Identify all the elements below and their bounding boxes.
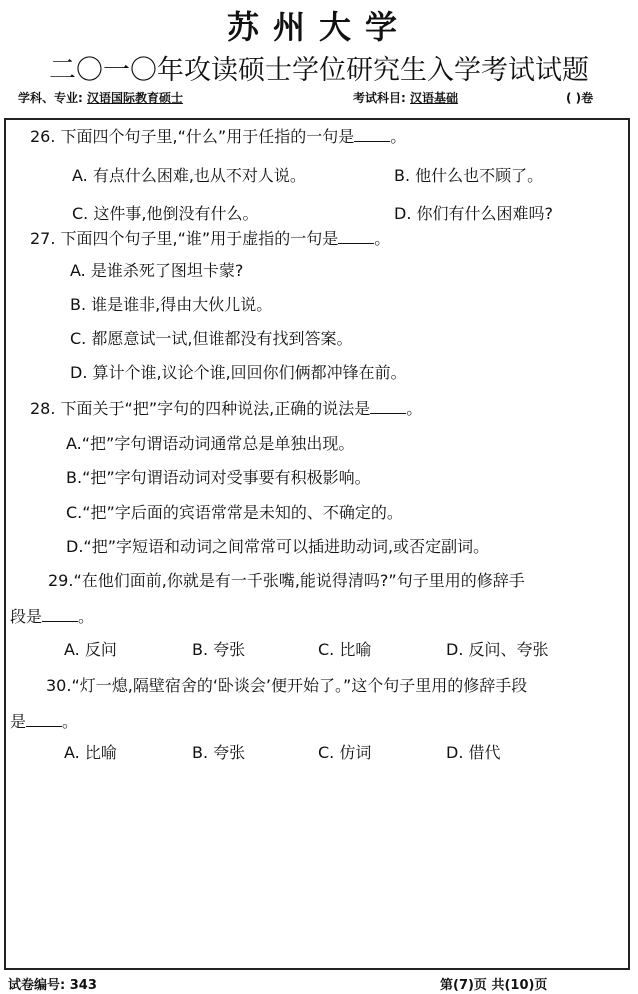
- option-text: 比喻: [339, 640, 372, 659]
- option-27-b: [70, 292, 272, 315]
- option-28-c: [66, 500, 403, 523]
- option-label: D.: [70, 363, 88, 382]
- period: 。: [406, 399, 423, 418]
- answer-blank: [354, 125, 390, 142]
- question-number: 27.: [30, 229, 56, 248]
- option-label: B.: [70, 295, 87, 314]
- option-26-a: [72, 163, 306, 186]
- option-text: “把”字后面的宾语常常是未知的、不确定的。: [82, 503, 403, 522]
- option-label: A.: [64, 743, 80, 762]
- page-info: 第(7)页 共(10)页: [440, 978, 548, 993]
- option-label: B.: [192, 743, 209, 762]
- option-label: D.: [394, 204, 412, 223]
- option-text: 比喻: [84, 743, 117, 762]
- option-text: 夸张: [213, 743, 246, 762]
- period: 。: [390, 127, 407, 146]
- subject-value: 汉语基础: [410, 91, 459, 105]
- option-30-b: [192, 740, 245, 763]
- option-label: A.: [72, 166, 88, 185]
- option-30-a: [64, 740, 117, 763]
- question-28: [30, 396, 422, 419]
- question-30-cont: [10, 709, 78, 732]
- option-text: “把”字短语和动词之间常常可以插进助动词,或否定副词。: [83, 537, 490, 556]
- period: 。: [374, 229, 391, 248]
- question-29: [48, 568, 525, 591]
- paper-label: ( )卷: [566, 91, 594, 105]
- option-label: A.: [66, 434, 82, 453]
- option-label: C.: [72, 204, 89, 223]
- option-text: 夸张: [213, 640, 246, 659]
- option-text: “把”字句谓语动词通常总是单独出现。: [81, 434, 355, 453]
- option-text: 是谁杀死了图坦卡蒙?: [90, 261, 244, 280]
- option-text: 反问、夸张: [468, 640, 549, 659]
- option-label: D.: [66, 537, 84, 556]
- question-stem: 下面四个句子里,“什么”用于任指的一句是: [60, 127, 355, 146]
- answer-blank: [42, 605, 78, 622]
- major-field: [18, 89, 183, 106]
- question-30: [46, 673, 527, 696]
- question-stem: “灯一熄,隔壁宿舍的‘卧谈会’便开始了。”这个句子里用的修辞手段: [71, 676, 528, 695]
- option-label: A.: [64, 640, 80, 659]
- question-stem: 段是: [10, 607, 43, 626]
- question-27: [30, 226, 390, 249]
- option-label: B.: [192, 640, 209, 659]
- question-number: 29.: [48, 571, 74, 590]
- option-text: 反问: [84, 640, 117, 659]
- option-27-c: [70, 326, 352, 349]
- option-text: 仿词: [339, 743, 372, 762]
- university-name: 苏州大学: [226, 8, 411, 46]
- option-label: C.: [318, 640, 335, 659]
- option-text: 你们有什么困难吗?: [416, 204, 553, 223]
- period: 。: [78, 607, 95, 626]
- option-29-a: [64, 637, 117, 660]
- option-text: 都愿意试一试,但谁都没有找到答案。: [91, 329, 353, 348]
- option-text: 借代: [468, 743, 501, 762]
- question-26: [30, 124, 406, 147]
- answer-blank: [26, 710, 62, 727]
- option-label: D.: [446, 743, 464, 762]
- option-30-c: [318, 740, 371, 763]
- question-number: 30.: [46, 676, 72, 695]
- subject-field: [353, 89, 458, 106]
- option-label: D.: [446, 640, 464, 659]
- period: 。: [62, 712, 79, 731]
- option-label: C.: [66, 503, 83, 522]
- answer-blank: [338, 227, 374, 244]
- question-29-cont: [10, 604, 94, 627]
- answer-blank: [370, 397, 406, 414]
- option-26-c: [72, 201, 258, 224]
- option-text: “把”字句谓语动词对受事要有积极影响。: [82, 468, 371, 487]
- option-30-d: [446, 740, 501, 763]
- major-label: 学科、专业:: [18, 91, 83, 105]
- option-28-a: [66, 431, 354, 454]
- question-stem: “在他们面前,你就是有一千张嘴,能说得清吗?”句子里用的修辞手: [73, 571, 525, 590]
- option-28-d: [66, 534, 489, 557]
- option-text: 有点什么困难,也从不对人说。: [92, 166, 306, 185]
- option-text: 算计个谁,议论个谁,回回你们俩都冲锋在前。: [92, 363, 407, 382]
- option-28-b: [66, 465, 371, 488]
- question-stem: 下面四个句子里,“谁”用于虚指的一句是: [60, 229, 339, 248]
- option-label: C.: [318, 743, 335, 762]
- option-label: C.: [70, 329, 87, 348]
- option-text: 这件事,他倒没有什么。: [93, 204, 259, 223]
- option-text: 谁是谁非,得由大伙儿说。: [91, 295, 273, 314]
- question-stem: 下面关于“把”字句的四种说法,正确的说法是: [60, 399, 371, 418]
- option-label: B.: [394, 166, 411, 185]
- option-29-d: [446, 637, 549, 660]
- question-number: 26.: [30, 127, 56, 146]
- subject-label: 考试科目:: [353, 91, 406, 105]
- option-26-d: [394, 201, 553, 224]
- question-stem: 是: [10, 712, 27, 731]
- option-label: A.: [70, 261, 86, 280]
- option-label: B.: [66, 468, 83, 487]
- option-27-a: [70, 258, 243, 281]
- exam-title: 二〇一〇年攻读硕士学位研究生入学考试试题: [49, 55, 589, 86]
- question-number: 28.: [30, 399, 56, 418]
- option-29-c: [318, 637, 371, 660]
- option-text: 他什么也不顾了。: [415, 166, 544, 185]
- paper-code: 试卷编号: 343: [8, 978, 97, 993]
- option-26-b: [394, 163, 543, 186]
- option-29-b: [192, 637, 245, 660]
- major-value: 汉语国际教育硕士: [87, 91, 184, 105]
- option-27-d: [70, 360, 407, 383]
